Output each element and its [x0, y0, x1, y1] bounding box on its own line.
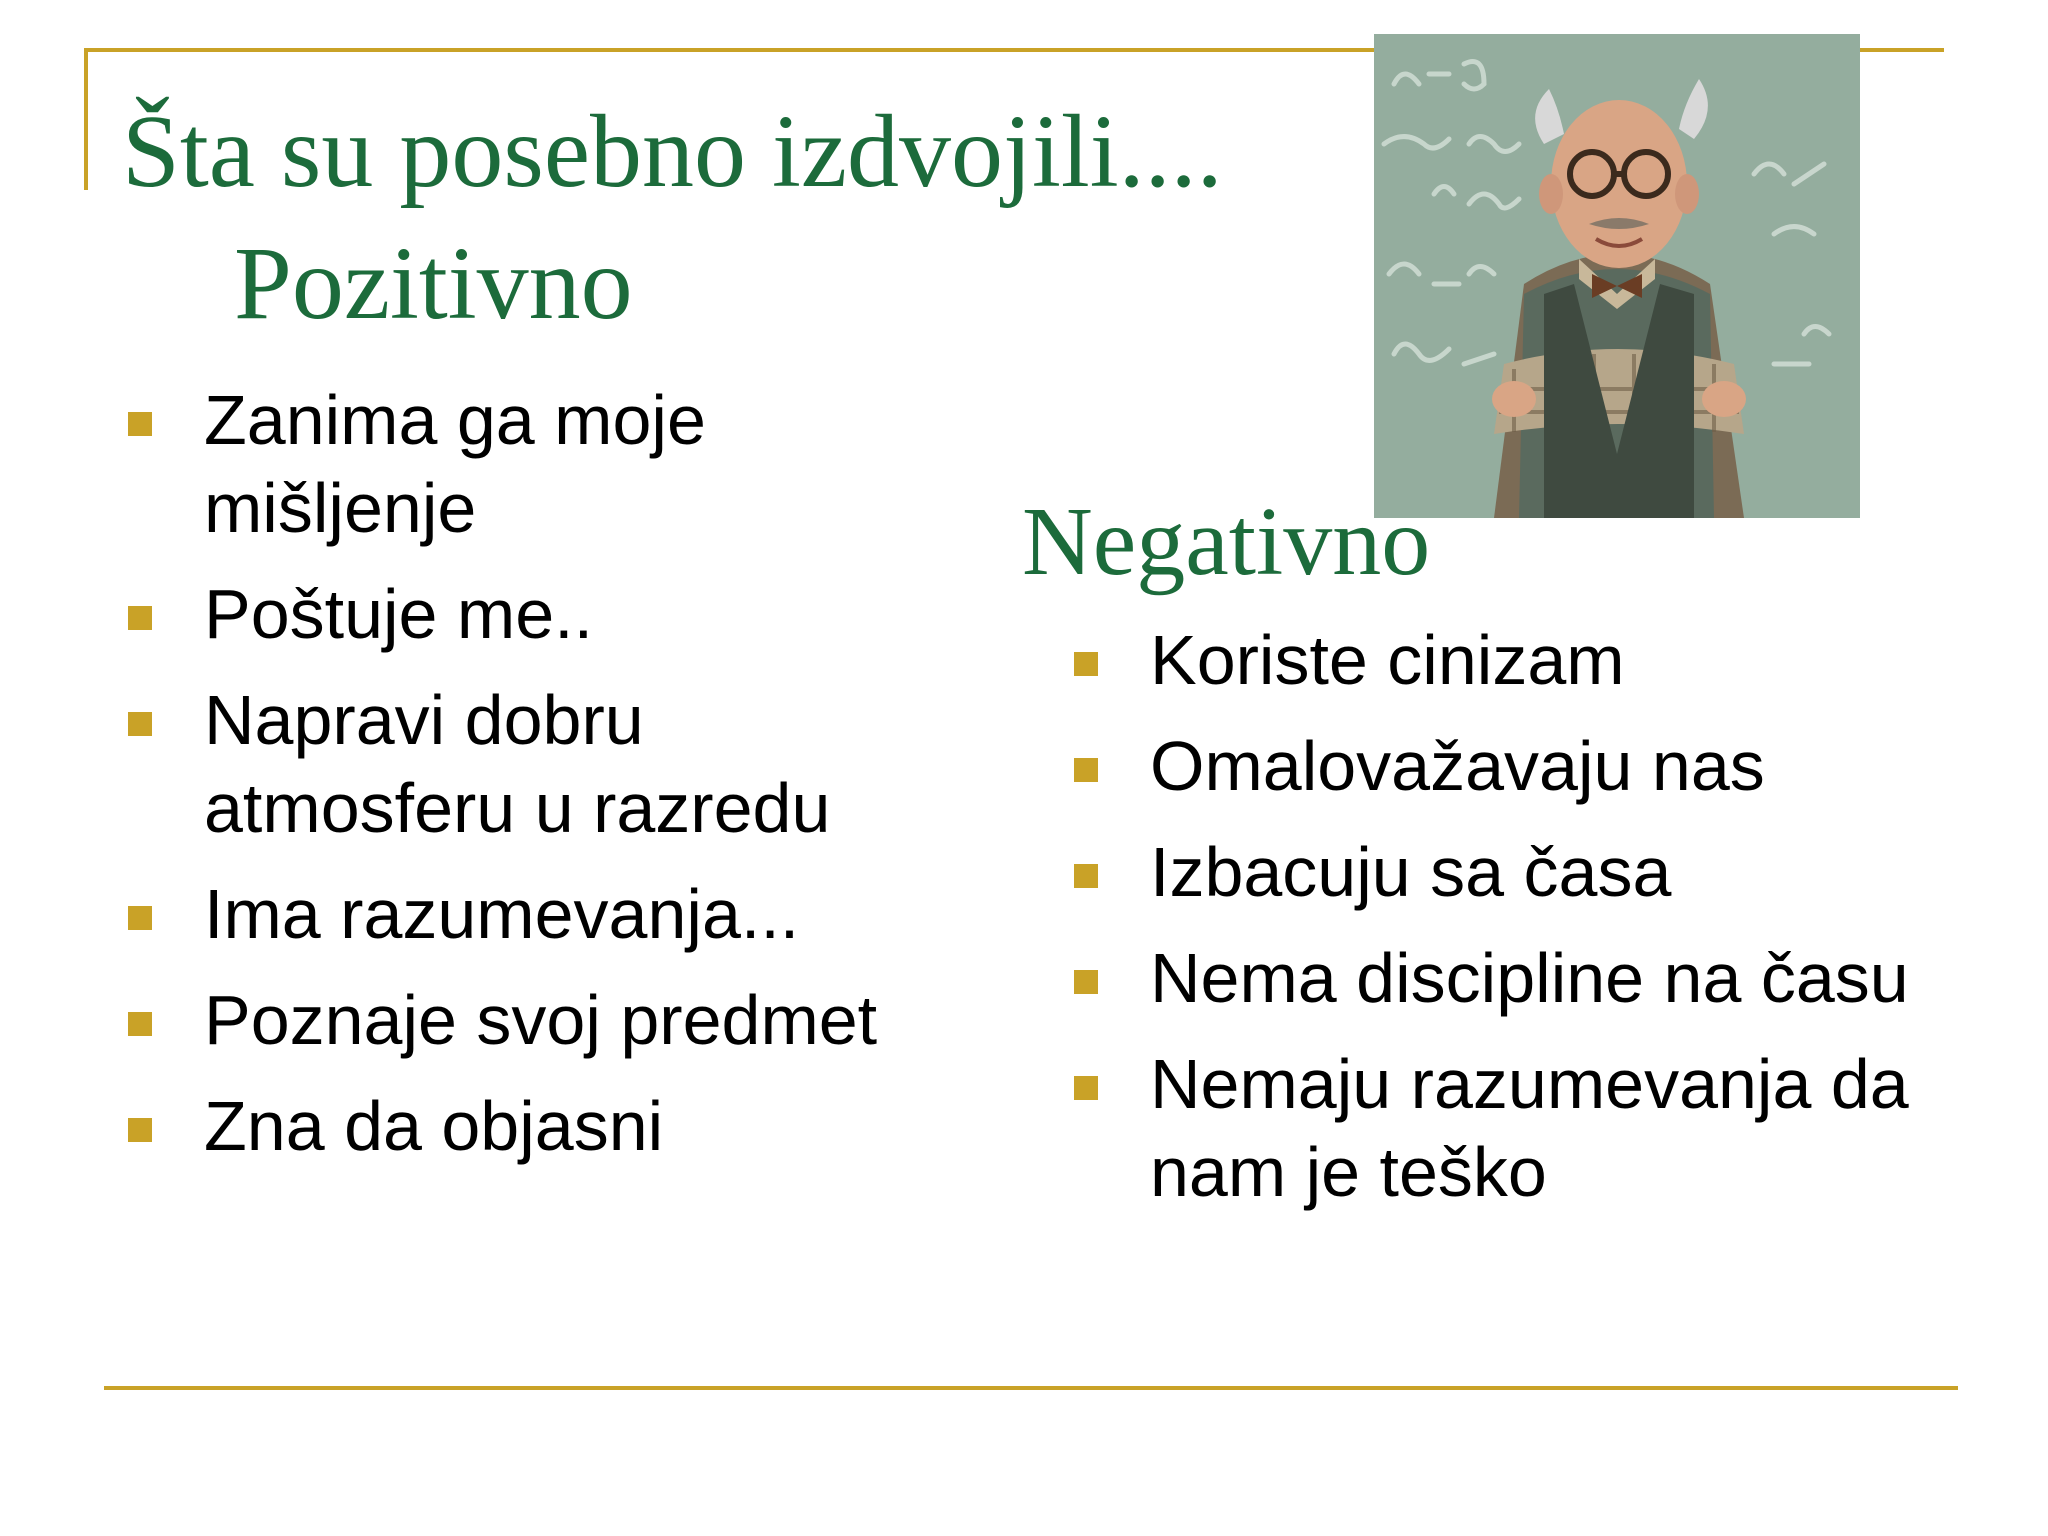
list-item: [1072, 616, 1952, 704]
square-bullet-icon: [1074, 864, 1098, 888]
list-item: [126, 570, 956, 658]
list-item-text: Koriste cinizam: [1150, 621, 1625, 699]
list-item: [126, 976, 956, 1064]
negative-list: [1072, 616, 1952, 1234]
list-item-text: Nema discipline na času: [1150, 939, 1909, 1017]
list-item-text: Zanima ga moje mišljenje: [204, 381, 706, 547]
teacher-at-chalkboard-photo: [1374, 34, 1860, 518]
square-bullet-icon: [1074, 758, 1098, 782]
list-item-text: Izbacuju sa časa: [1150, 833, 1672, 911]
list-item-text: Ima razumevanja...: [204, 875, 800, 953]
square-bullet-icon: [128, 906, 152, 930]
square-bullet-icon: [128, 1012, 152, 1036]
list-item-text: Nemaju razumevanja da nam je teško: [1150, 1045, 1909, 1211]
positive-heading: Pozitivno: [234, 226, 633, 341]
slide-title: [122, 86, 1223, 350]
list-item-text: Poštuje me..: [204, 575, 594, 653]
list-item: [1072, 1040, 1952, 1216]
square-bullet-icon: [128, 712, 152, 736]
teacher-photo: [1374, 34, 1860, 518]
left-rule: [84, 48, 88, 190]
positive-list: [126, 376, 956, 1188]
bottom-rule: [104, 1386, 1958, 1390]
list-item: [1072, 722, 1952, 810]
list-item: [126, 376, 956, 552]
list-item: [126, 676, 956, 852]
square-bullet-icon: [1074, 1076, 1098, 1100]
list-item: [126, 870, 956, 958]
square-bullet-icon: [1074, 652, 1098, 676]
list-item: [1072, 828, 1952, 916]
list-item-text: Napravi dobru atmosferu u razredu: [204, 681, 831, 847]
title-line-1: Šta su posebno izdvojili....: [122, 94, 1223, 209]
list-item-text: Poznaje svoj predmet: [204, 981, 878, 1059]
square-bullet-icon: [128, 606, 152, 630]
list-item-text: Omalovažavaju nas: [1150, 727, 1765, 805]
list-item: [1072, 934, 1952, 1022]
list-item: [126, 1082, 956, 1170]
square-bullet-icon: [128, 412, 152, 436]
negative-heading: Negativno: [1022, 488, 1431, 596]
square-bullet-icon: [128, 1118, 152, 1142]
list-item-text: Zna da objasni: [204, 1087, 664, 1165]
square-bullet-icon: [1074, 970, 1098, 994]
